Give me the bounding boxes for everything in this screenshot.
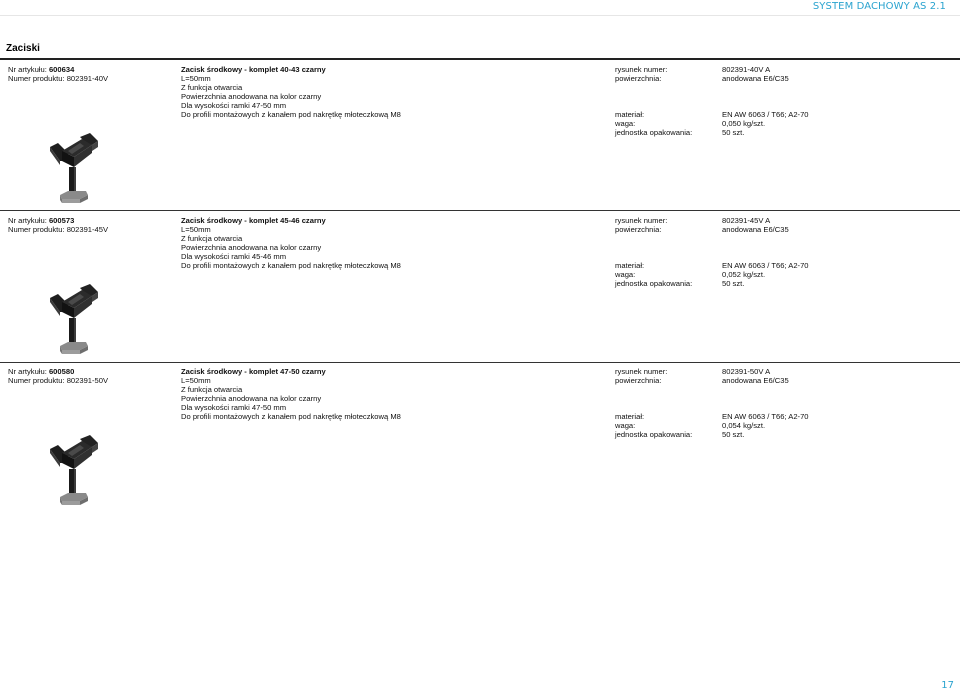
- surface-value: anodowana E6/C35: [722, 225, 789, 234]
- article-number: 600580: [48, 367, 75, 376]
- article-label: Nr artykułu:: [8, 65, 47, 74]
- product-feature: Powierzchnia anodowana na kolor czarny: [181, 243, 322, 252]
- top-divider: [0, 15, 960, 16]
- clamp-product-image: [48, 435, 100, 507]
- article-number: 600634: [48, 65, 75, 74]
- product-label: Numer produktu:: [8, 225, 65, 234]
- weight-label: waga:: [615, 270, 636, 279]
- profile-note: Do profili montażowych z kanałem pod nakrętkę młoteczkową M8: [181, 110, 401, 119]
- article-label: Nr artykułu:: [8, 216, 47, 225]
- weight-value: 0,050 kg/szt.: [722, 119, 766, 128]
- drawing-label: rysunek numer:: [615, 65, 668, 74]
- product-separator: [0, 362, 960, 363]
- article-number: 600573: [48, 216, 75, 225]
- spec-values: [722, 216, 842, 288]
- material-label: materiał:: [615, 412, 645, 421]
- clamp-product-image: [48, 284, 100, 356]
- product-entry: [0, 367, 960, 517]
- product-description: [181, 367, 601, 421]
- spec-labels: [615, 216, 715, 288]
- product-entry: [0, 65, 960, 215]
- material-value: EN AW 6063 / T66; A2-70: [722, 412, 809, 421]
- material-label: materiał:: [615, 110, 645, 119]
- material-label: materiał:: [615, 261, 645, 270]
- section-divider: [0, 58, 960, 60]
- product-number: 802391-40V: [66, 74, 109, 83]
- surface-label: powierzchnia:: [615, 74, 662, 83]
- unit-label: jednostka opakowania:: [615, 279, 693, 288]
- drawing-value: 802391-50V A: [722, 367, 771, 376]
- material-value: EN AW 6063 / T66; A2-70: [722, 110, 809, 119]
- product-entry: [0, 216, 960, 366]
- weight-label: waga:: [615, 421, 636, 430]
- product-label: Numer produktu:: [8, 74, 65, 83]
- product-separator: [0, 210, 960, 211]
- page-number: 17: [941, 680, 954, 691]
- section-title: Zaciski: [6, 43, 40, 54]
- product-number: 802391-50V: [66, 376, 109, 385]
- product-ids: [8, 367, 168, 385]
- unit-label: jednostka opakowania:: [615, 430, 693, 439]
- frame-height: Dla wysokości ramki 47-50 mm: [181, 403, 287, 412]
- product-title: Zacisk środkowy - komplet 40-43 czarny: [181, 65, 326, 74]
- drawing-value: 802391-40V A: [722, 65, 771, 74]
- frame-height: Dla wysokości ramki 45-46 mm: [181, 252, 287, 261]
- product-length: L=50mm: [181, 376, 211, 385]
- product-label: Numer produktu:: [8, 376, 65, 385]
- surface-label: powierzchnia:: [615, 376, 662, 385]
- spec-labels: [615, 65, 715, 137]
- weight-label: waga:: [615, 119, 636, 128]
- product-feature: Z funkcja otwarcia: [181, 234, 243, 243]
- product-description: [181, 216, 601, 270]
- product-length: L=50mm: [181, 74, 211, 83]
- product-description: [181, 65, 601, 119]
- weight-value: 0,054 kg/szt.: [722, 421, 766, 430]
- product-ids: [8, 216, 168, 234]
- product-feature: Z funkcja otwarcia: [181, 385, 243, 394]
- product-number: 802391-45V: [66, 225, 109, 234]
- unit-value: 50 szt.: [722, 279, 745, 288]
- product-ids: [8, 65, 168, 83]
- unit-value: 50 szt.: [722, 128, 745, 137]
- product-feature: Powierzchnia anodowana na kolor czarny: [181, 394, 322, 403]
- article-label: Nr artykułu:: [8, 367, 47, 376]
- spec-values: [722, 65, 842, 137]
- frame-height: Dla wysokości ramki 47-50 mm: [181, 101, 287, 110]
- material-value: EN AW 6063 / T66; A2-70: [722, 261, 809, 270]
- product-feature: Z funkcja otwarcia: [181, 83, 243, 92]
- surface-value: anodowana E6/C35: [722, 376, 789, 385]
- unit-value: 50 szt.: [722, 430, 745, 439]
- product-length: L=50mm: [181, 225, 211, 234]
- spec-labels: [615, 367, 715, 439]
- brand-title: SYSTEM DACHOWY AS 2.1: [812, 1, 946, 12]
- product-title: Zacisk środkowy - komplet 47-50 czarny: [181, 367, 326, 376]
- unit-label: jednostka opakowania:: [615, 128, 693, 137]
- profile-note: Do profili montażowych z kanałem pod nakrętkę młoteczkową M8: [181, 412, 401, 421]
- product-feature: Powierzchnia anodowana na kolor czarny: [181, 92, 322, 101]
- weight-value: 0,052 kg/szt.: [722, 270, 766, 279]
- spec-values: [722, 367, 842, 439]
- drawing-label: rysunek numer:: [615, 216, 668, 225]
- drawing-label: rysunek numer:: [615, 367, 668, 376]
- product-title: Zacisk środkowy - komplet 45-46 czarny: [181, 216, 326, 225]
- drawing-value: 802391-45V A: [722, 216, 771, 225]
- profile-note: Do profili montażowych z kanałem pod nakrętkę młoteczkową M8: [181, 261, 401, 270]
- surface-value: anodowana E6/C35: [722, 74, 789, 83]
- surface-label: powierzchnia:: [615, 225, 662, 234]
- clamp-product-image: [48, 133, 100, 205]
